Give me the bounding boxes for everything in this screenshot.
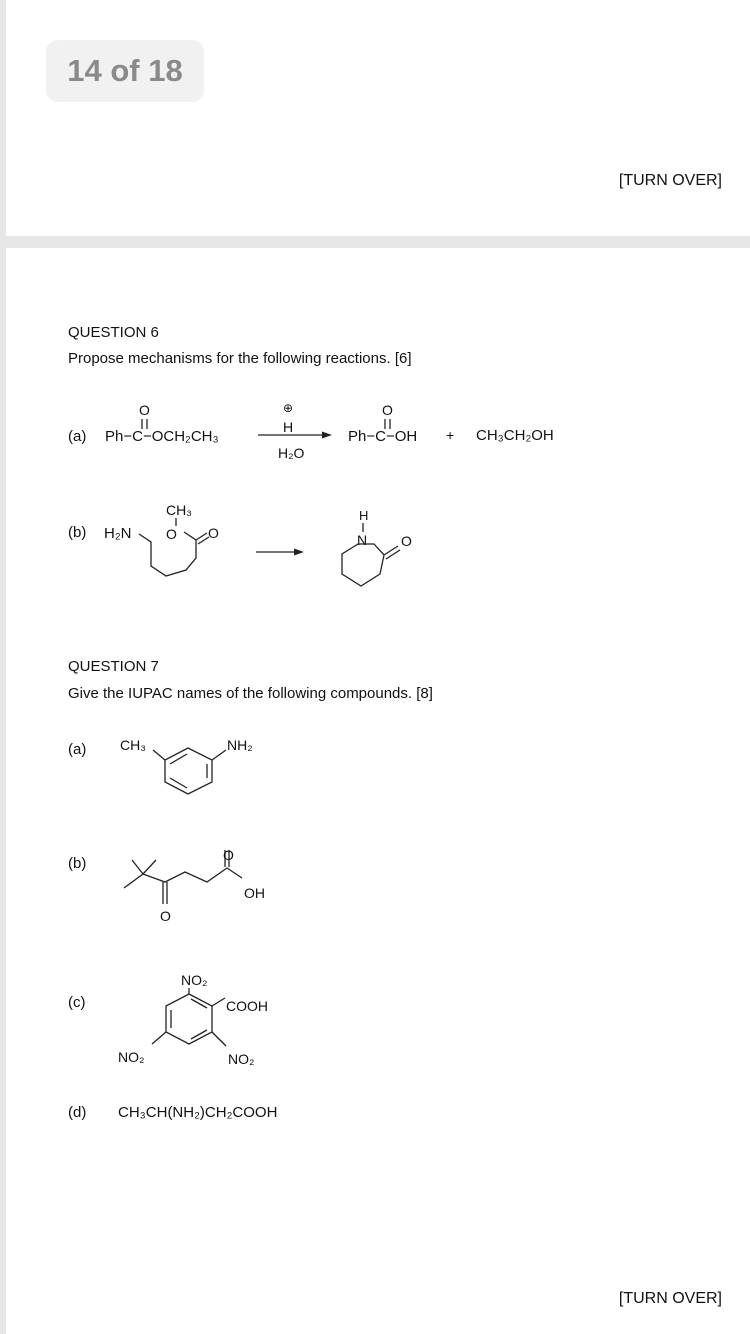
q6a-product1-group: Ph−C−OH — [348, 428, 418, 445]
question-6-prompt: Propose mechanisms for the following reactions. [6] — [68, 350, 412, 367]
q7b-carbonyl-o: O — [223, 847, 234, 863]
q7c-cooh-bond — [212, 998, 225, 1006]
q7a-label: (a) — [68, 741, 87, 758]
q7c-label: (c) — [68, 994, 86, 1011]
q6b-label: (b) — [68, 524, 87, 541]
q7c-inner-bond-3 — [191, 999, 207, 1008]
q7c-cooh: COOH — [226, 998, 268, 1014]
current-page — [6, 248, 750, 1334]
q6a-reactant-carbonyl-o: O — [139, 402, 150, 418]
turn-over-footer-2: [TURN OVER] — [618, 1290, 722, 1307]
q6a-product2: CH₃CH₂OH — [476, 427, 554, 444]
q6a-product-carbonyl-o: O — [382, 402, 393, 418]
q7c-benzene-ring — [166, 994, 212, 1044]
q6b-methyl: CH₃ — [166, 502, 192, 518]
turn-over-footer: [TURN OVER] — [618, 172, 722, 189]
q6b-amine: H₂N — [104, 525, 132, 542]
q6b-ring-oxygen: O — [166, 526, 177, 542]
question-6-title: QUESTION 6 — [68, 324, 159, 341]
q6b-product-n: N — [357, 532, 368, 548]
q7c-inner-bond-2 — [191, 1030, 207, 1039]
q7a-methyl: CH₃ — [120, 737, 146, 753]
q7c-structure — [6, 248, 750, 1334]
q6a-reactant-group: Ph−C−OCH₂CH₃ — [105, 428, 219, 445]
question-7-prompt: Give the IUPAC names of the following compounds. [8] — [68, 685, 433, 702]
q6b-product-h: H — [359, 508, 369, 523]
question-7-title: QUESTION 7 — [68, 658, 159, 675]
previous-page — [6, 0, 750, 236]
q6a-label: (a) — [68, 428, 87, 445]
q7c-no2-left: NO₂ — [118, 1049, 145, 1065]
page-indicator: 14 of 18 — [46, 40, 204, 102]
q7b-oxo-o: O — [160, 908, 171, 924]
q6a-plus: + — [446, 427, 455, 443]
q7c-no2-right-bond — [212, 1032, 226, 1046]
q7a-amino: NH₂ — [227, 737, 253, 753]
q7c-no2-left-bond — [152, 1032, 166, 1044]
q6a-catalyst: H — [283, 419, 294, 435]
q7d-formula: CH₃CH(NH₂)CH₂COOH — [118, 1104, 278, 1121]
q6b-carbonyl-oxygen: O — [208, 525, 219, 541]
q7d-label: (d) — [68, 1104, 87, 1121]
q7b-hydroxyl: OH — [244, 885, 265, 901]
q6b-product-o: O — [401, 533, 412, 549]
q7c-no2-top: NO₂ — [181, 972, 208, 988]
q7b-label: (b) — [68, 855, 87, 872]
q7c-no2-right: NO₂ — [228, 1051, 255, 1067]
q6a-solvent: H₂O — [278, 445, 305, 461]
q6a-catalyst-charge: ⊕ — [283, 401, 294, 415]
